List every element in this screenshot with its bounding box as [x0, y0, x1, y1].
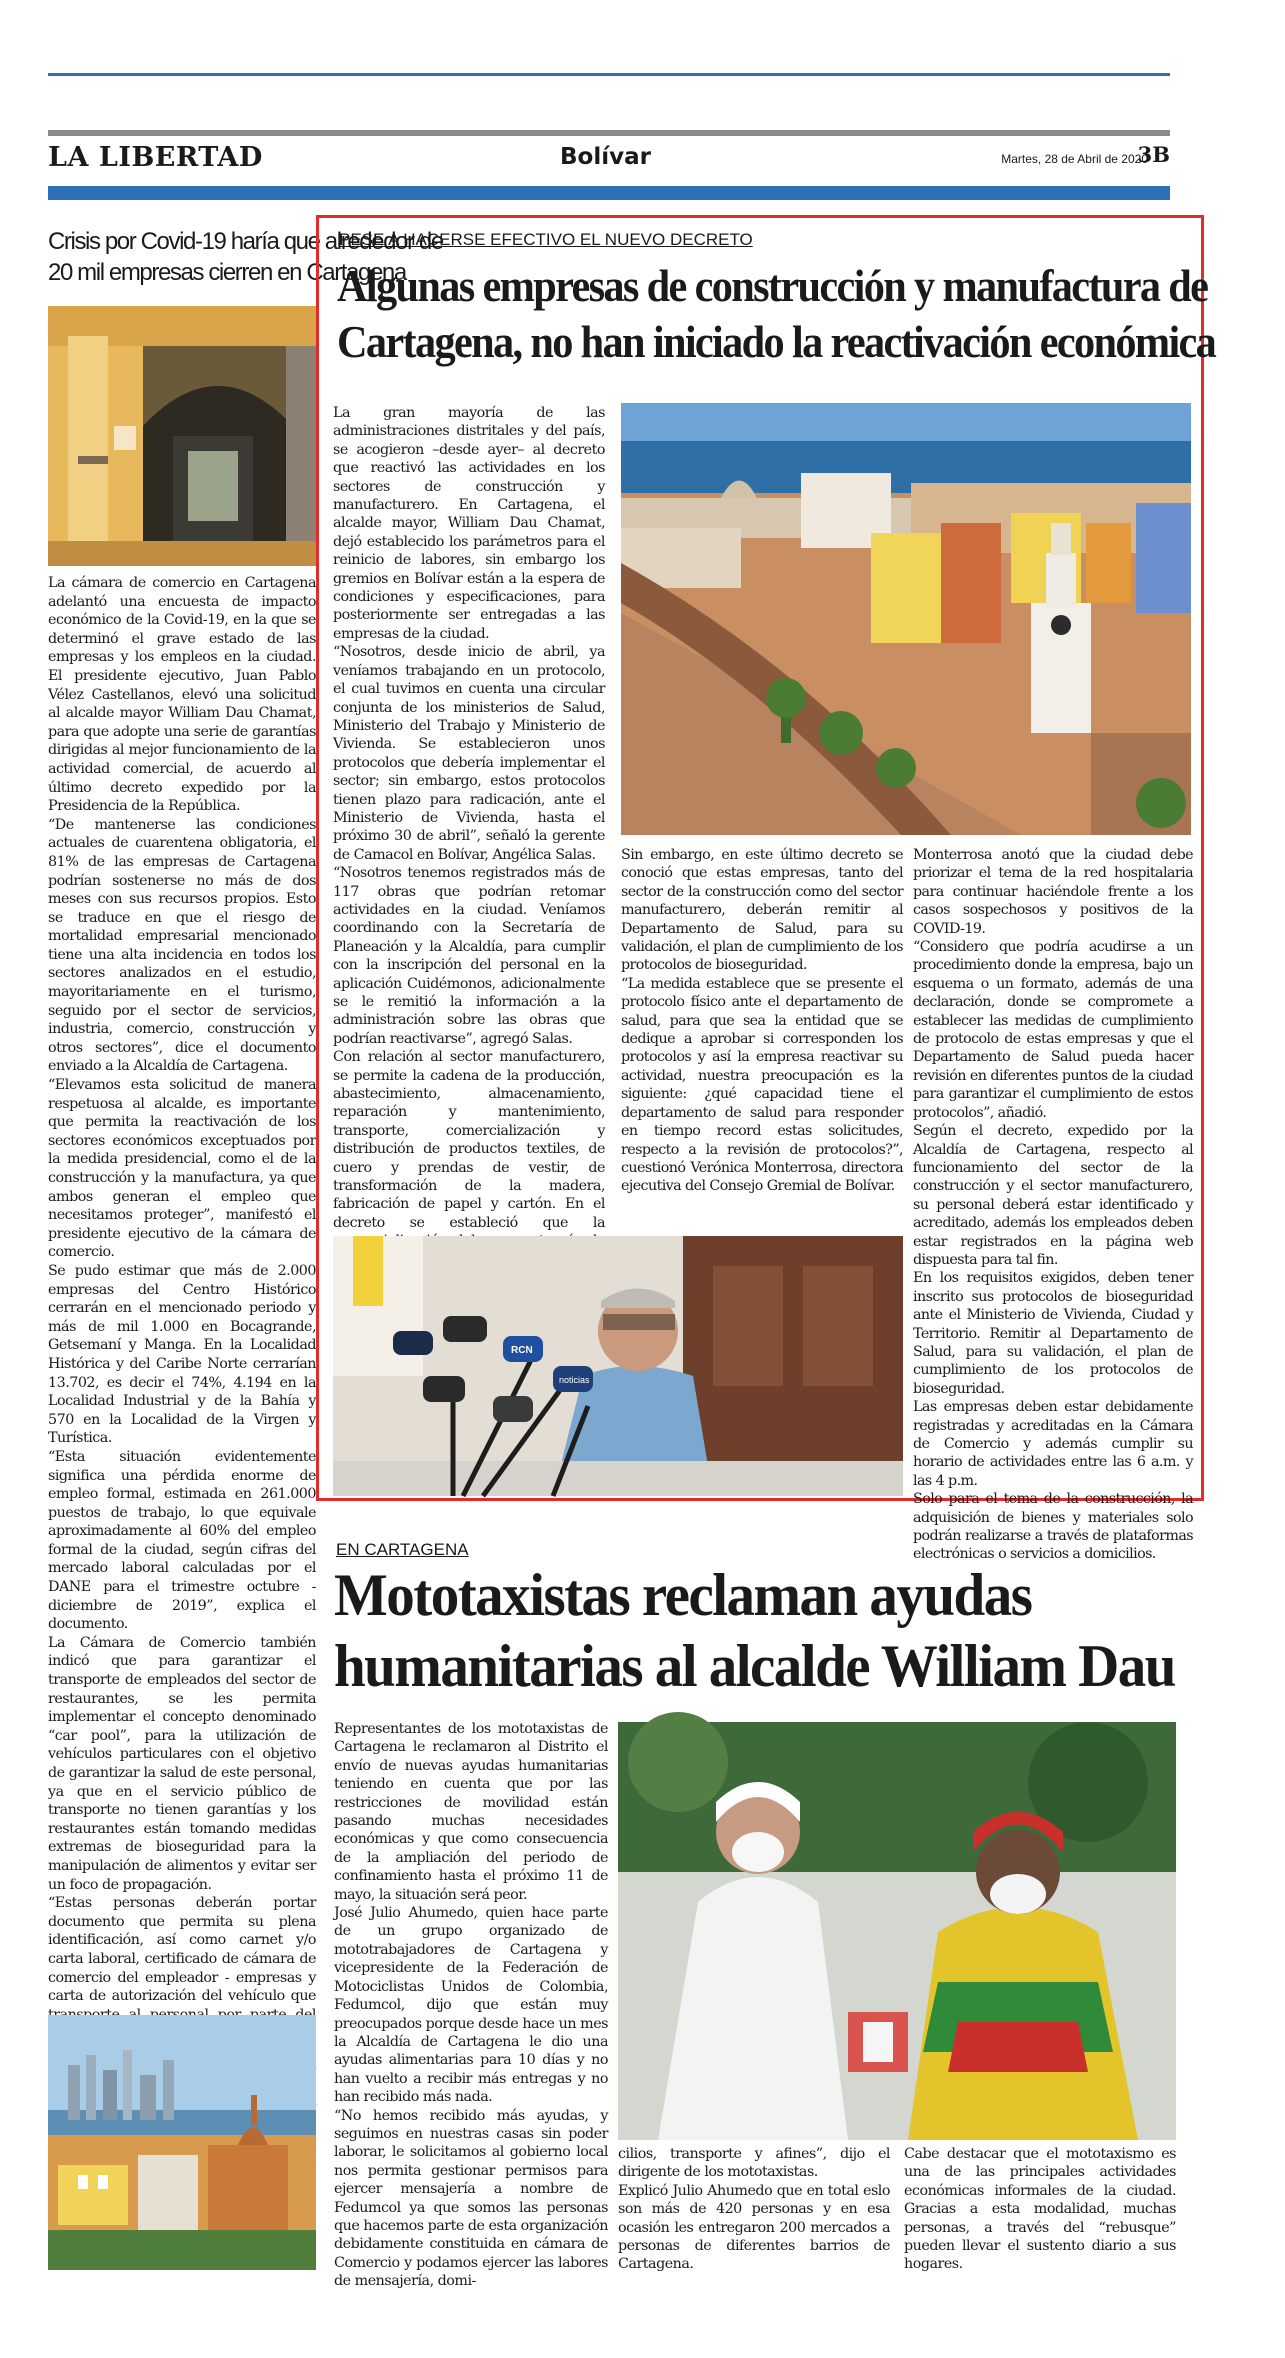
aid-delivery-photo: [618, 1722, 1176, 2140]
paragraph: “Estas personas deberán portar documento que permita su plena identificación, así como carnet y/o carta laboral, certificado de cámara de comercio del empleador - empresas y carta de autorización del vehículo que: [48, 1895, 316, 2005]
paragraph: Sin embargo, en este último decreto se conoció que estas empresas, tanto del sector de la construcción como del sector manufacturero, deberán remitir al Departamento de Salud, para su validación, el plan de cumplimiento de los protocolos de bioseguridad.: [621, 847, 903, 974]
chamber-of-commerce-photo: [48, 306, 316, 566]
paragraph: Representantes de los mototaxistas de Cartagena le reclamaron al Distrito el envío de nuevas ayudas humanitarias teniendo en cuenta que por las restricciones de movilidad están pasando muchas necesidades económicas y que como consecuencia de la ampliación del periodo de confinamiento hasta el próximo 11 de mayo, la situación será peor.: [334, 1721, 608, 1903]
left-article-title: [48, 226, 443, 288]
top-rule: [48, 73, 1170, 76]
cartagena-clock-tower-photo: [621, 403, 1191, 835]
mayor-press-conference-photo: [333, 1236, 903, 1496]
left-title-line: 20 mil empresas cierren en Cartagena: [48, 259, 406, 286]
main-article-column-1: [333, 404, 605, 1269]
section-name: Bolívar: [560, 144, 651, 170]
second-article-column-3: [904, 2145, 1176, 2274]
paragraph: “De mantenerse las condiciones actuales de cuarentena obligatoria, el 81% de las empresas de Cartagena podrían sostenerse no más de dos meses con sus recursos propios. Esto se traduce en que el riesgo de mortalidad empresarial mencionado tiene una alta incidencia en todos los sectores analizados en el estudio, mayoritariamente en el turismo, seguido por el sector de servicios, industria, comercio, construcción y otros sectores”, dice el documento enviado a la Alcaldía de Cartagena.: [48, 816, 316, 1075]
paragraph: La cámara de comercio en Cartagena adelantó una encuesta de impacto económico de la Covid-19, en la que se determinó el grave estado de las empresas y los empleos en la ciudad. El presidente ejecutivo, Juan Pablo Vélez Castellanos, elevó una solicitud al alcalde mayor William Dau Chamat, para que adopte una serie de garantías dirigidas al mejor funcionamiento de la actividad comercial, de acuerdo al último decreto expedido por la Presidencia de la República.: [48, 575, 316, 815]
paragraph: cilios, transporte y afines”, dijo el dirigente de los mototaxistas.: [618, 2146, 890, 2181]
paragraph: “Nosotros, desde inicio de abril, ya veníamos trabajando en un protocolo, el cual tuvimos en cuenta una circular conjunta de los ministerios de Salud, Ministerio del Trabajo y Ministerio de Vivienda. Se establecieron unos protocolos que debería implementar el sector; sin embargo, estos protocolos tienen plazo para radicación, ante el Ministerio de Vivienda, hasta el próximo 30 de abril”, señaló la gerente de Camacol en Bolívar, Angélica Salas.: [333, 644, 605, 863]
second-article-headline: [334, 1560, 1175, 1702]
paragraph: Monterrosa anotó que la ciudad debe priorizar el tema de la red hospitalaria para continuar haciéndole frente a los casos sospechosos y positivos de la COVID-19.: [913, 847, 1193, 937]
masthead: [48, 130, 1170, 200]
paragraph: Con relación al sector manufacturero, se permite la cadena de la producción, abastecimiento, almacenamiento, reparación y mantenimiento, transporte, comercialización y distribución de productos textiles, de cuero y prendas de vestir, de transformación de la madera, fabricación de papel y cartón. En el decreto se estableció que la: [333, 1049, 605, 1231]
headline-line: humanitarias al alcalde William Dau: [334, 1633, 1175, 1699]
left-article: [48, 226, 443, 2270]
main-article-column-3: [913, 846, 1193, 1564]
paragraph: Las empresas deben estar debidamente registradas y acreditadas en la Cámara de Comercio y además cumplir su horario de actividades entre las 6 a.m. y las 4 p.m.: [913, 1399, 1193, 1489]
paragraph: José Julio Ahumedo, quien hace parte de un grupo organizado de mototrabajadores de Cartagena y vicepresidente de la Federación de Motociclistas Unidos de Colombia, Fedumcol, dijo que están muy preocupados porque desde hace un mes la Alcaldía de Cartagena le dio una ayudas alimentarias para 10 días y no han vuelto a recibir más entregas y no han recibido más nada.: [334, 1905, 608, 2106]
paragraph: “Nosotros tenemos registrados más de 117 obras que podrían retomar actividades en la ciudad. Veníamos coordinando con la Secretaría de Planeación y la Alcaldía, para cumplir con la inscripción del personal en la aplicación Cuidémonos, adicionalmente se le remitió la información a la administración sobre las obras que podrían reactivarse”, agregó Salas.: [333, 865, 605, 1047]
left-article-body: [48, 574, 316, 2192]
main-article-column-2: [621, 846, 903, 1196]
issue-date: Martes, 28 de Abril de 2020: [1001, 152, 1148, 166]
paragraph: La gran mayoría de las administraciones distritales y del país, se acogieron –desde ayer– al decreto que reactivó las actividades en los sectores de construcción y manufacturero. En Cartagena, el alcalde mayor, William Dau Chamat, dejó establecido los parámetros para el reinicio de labores, sin embargo los gremios en Bolívar están a la espera de condiciones y especificaciones, para posteriormente ser entregadas a las empresas de la ciudad.: [333, 405, 605, 642]
headline-line: Cartagena, no han iniciado la reactivación económica: [337, 316, 1216, 367]
masthead-top-rule: [48, 130, 1170, 136]
page-number: 3B: [1137, 142, 1170, 167]
main-article-kicker: PESE A HACERSE EFECTIVO EL NUEVO DECRETO: [339, 230, 753, 249]
paragraph: “No hemos recibido más ayudas, y seguimos en nuestras casas sin poder laborar, le solicitamos al gobierno local nos permita gestionar permisos para ejercer mensajería a nombre de Fedumcol ya que somos las personas que hacemos parte de esta organización debidamente constituida en cámara de Comercio y podamos ejercer las labores de mensajería, domi-: [334, 2107, 608, 2290]
paragraph: En los requisitos exigidos, deben tener inscrito sus protocolos de bioseguridad ante el Ministerio de Vivienda, Ciudad y Territorio. Remitir al Departamento de Salud, para su validación, el plan de cumplimiento de los protocolos de bioseguridad.: [913, 1270, 1193, 1397]
left-title-line: Crisis por Covid-19 haría que alrededor de: [48, 228, 443, 255]
paragraph: Se pudo estimar que más de 2.000 empresas del Centro Histórico cerrarán en el mencionado periodo y más de mil 1.000 en Bocagrande, Getsemaní y Manga. En la Localidad Histórica y del Caribe Norte cerrarían 13.702, es decir el 74%, 4.194 en la Localidad Industrial y de la Bahía y 570 en la Localidad de la Virgen y Turística.: [48, 1262, 316, 1447]
main-article: [316, 215, 1216, 1563]
main-article-headline: [337, 258, 1216, 370]
paragraph: “La medida establece que se presente el protocolo físico ante el departamento de salud, para que sea la entidad que se dedique a aprobar si corresponden los protocolos y así la empresa reactivar su actividad, nuestra preocupación es la siguiente: ¿qué capacidad tiene el departamento de salud para responder en tiempo record estas solicitudes, respecto a la revisión de protocolos?”, cuestionó Verónica Monterrosa, directora ejecutiva del Consejo Gremial de Bolívar.: [621, 975, 903, 1195]
paragraph: Solo para el tema de la construcción, la adquisición de bienes y materiales solo podrán realizarse a través de plataformas electrónicas o servicios a domicilios.: [913, 1491, 1193, 1563]
microphone-label: noticias: [559, 1375, 590, 1385]
second-article-column-2: [618, 2145, 890, 2274]
paragraph: Cabe destacar que el mototaxismo es una de las principales actividades económicas informales de la ciudad. Gracias a esta modalidad, muchas personas, a través del “rebusque” pueden llevar el sustento diario a sus hogares.: [904, 2146, 1176, 2273]
newspaper-name: LA LIBERTAD: [48, 142, 263, 173]
masthead-bottom-rule: [48, 186, 1170, 200]
cartagena-skyline-photo: [48, 2015, 316, 2270]
paragraph: “Elevamos esta solicitud de manera respetuosa al alcalde, es importante que permita la reactivación de los sectores económicos exceptuados por la medida presidencial, como el de la construcción y la manufactura, ya que ambos generan el empleo que necesitamos proteger”, manifestó el presidente ejecutivo de la cámara de comercio.: [48, 1077, 316, 1261]
paragraph: “Considero que podría acudirse a un procedimiento donde la empresa, bajo un esquema o un formato, además de una declaración, donde se compromete a establecer las medidas de cumplimiento de protocolo de estas empresas y que el Departamento de Salud pueda hacer revisión en diferentes puntos de la ciudad para garantizar el cumplimiento de estos protocolos”, añadió.: [913, 939, 1193, 1121]
paragraph: Según el decreto, expedido por la Alcaldía de Cartagena, respecto al funcionamiento del sector de la construcción y el sector manufacturero, su personal deberá estar identificado y acreditado, además los empleados deben estar registrados en la página web dispuesta para tal fin.: [913, 1123, 1193, 1268]
headline-line: Algunas empresas de construcción y manufactura de: [337, 260, 1208, 311]
paragraph: “Esta situación evidentemente significa una pérdida enorme de empleo formal, estimada en 261.000 puestos de trabajo, lo que equivale aproximadamente al 60% del empleo formal de la ciudad, según cifras del mercado laboral calculadas por el DANE para el trimestre octubre - diciembre de 2019”, explica el documento.: [48, 1448, 316, 1633]
paragraph: Explicó Julio Ahumedo que en total eslo son más de 420 personas y en esa ocasión les entregaron 200 mercados a personas de diferentes barrios de Cartagena.: [618, 2182, 890, 2273]
second-article-kicker: EN CARTAGENA: [336, 1540, 469, 1559]
microphone-label: RCN: [511, 1345, 533, 1356]
second-article-column-1: [334, 1720, 608, 2291]
paragraph: La Cámara de Comercio también indicó que para garantizar el transporte de empleados del sector de restaurantes, se les permita implementar el concepto denominado “car pool”, para la utilización de vehículos particulares con el objetivo de garantizar la salud de este personal, ya que en el servicio público de transporte no tienen garantías y los restaurantes están tomando medidas extremas de bioseguridad para la manipulación de alimentos y evitar ser un foco de propagación.: [48, 1634, 316, 1893]
headline-line: Mototaxistas reclaman ayudas: [334, 1562, 1032, 1628]
